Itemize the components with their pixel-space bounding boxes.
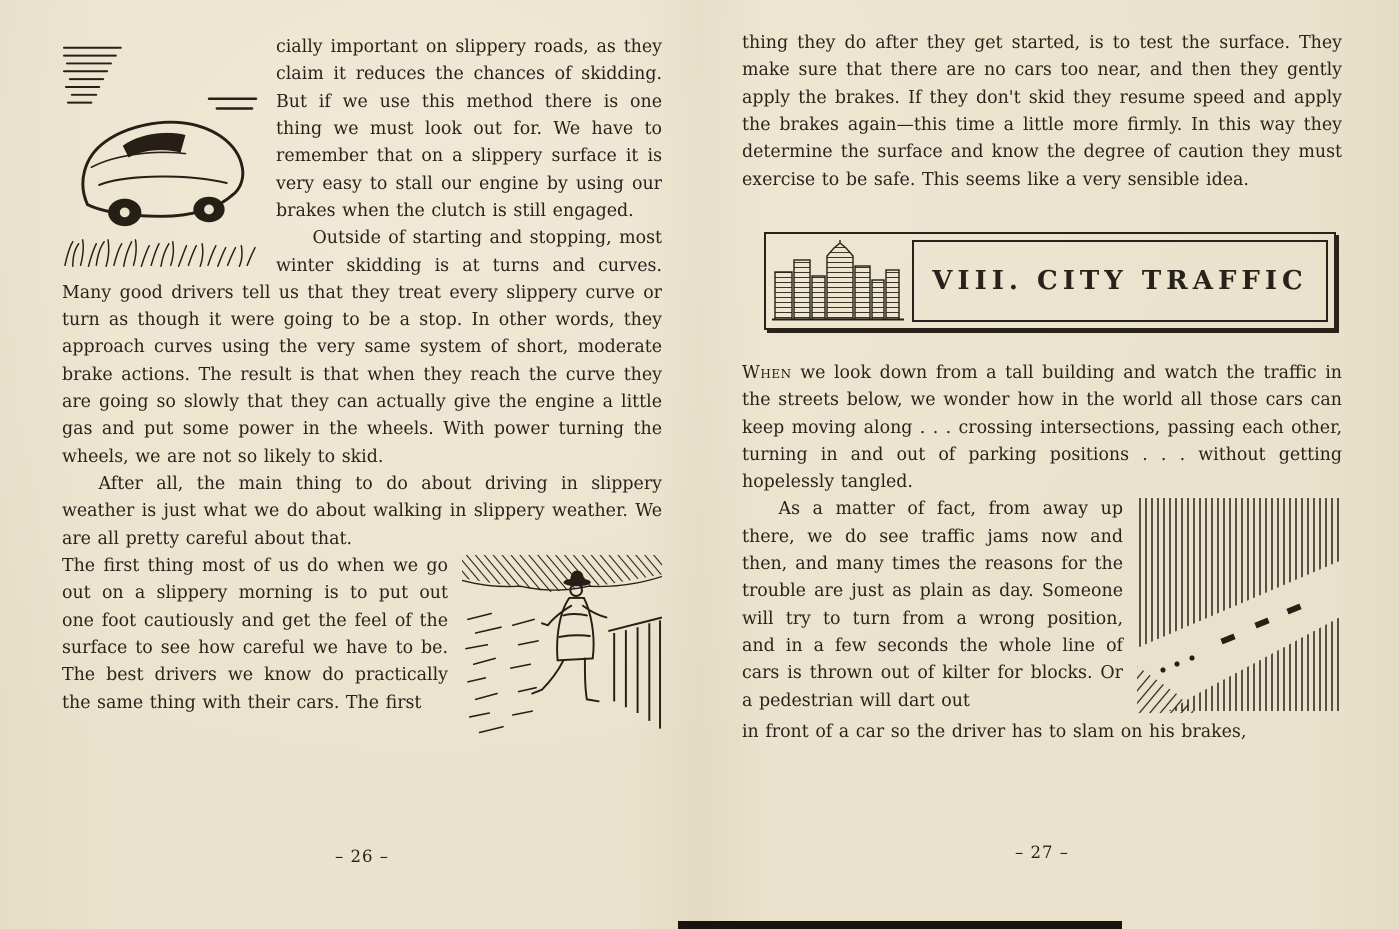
- paragraph-test-surface: thing they do after they get started, is to test the surface. They make sure that there are no cars too near, and then they gently apply the brakes. If they don't skid they resume speed and apply the brakes again—this time a little more firmly. In this way they determine the surface and know the degree of caution they must exercise to be safe. This seems like a very sensible idea.: [742, 33, 1342, 190]
- car-illustration-drawing: [62, 36, 258, 269]
- paragraph-first-thing: The first thing most of us do when we go out on a slippery morning is to put out one foot cautiously and get the feel of the surface to see how careful we have to be. The best drivers we know do practically the same thing with their cars. The first: [62, 555, 448, 713]
- pedestrian-illustration-drawing: [462, 555, 662, 742]
- paragraph-winter-skidding: Outside of starting and stopping, most winter skidding is at turns and curves. Many good drivers tell us that they treat every slippery curve or turn as though it were going to be a stop. In other words, they approach curves using the very same system of short, moderate brake actions. The result is that when they reach the curve they are going so slowly that they can actually give the engine a little gas and put some power in the wheels. With power turning the wheels, we are not so likely to skid.: [62, 228, 662, 467]
- page-27: [742, 30, 1342, 862]
- skyline-illustration-drawing: [772, 240, 904, 322]
- paragraph-slam-brakes: in front of a car so the driver has to slam on his brakes,: [742, 722, 1247, 743]
- paragraph-with-pedestrian-art: [62, 553, 662, 753]
- page-26-body: [62, 34, 662, 837]
- page-number-26: – 26 –: [335, 847, 389, 866]
- chapter-heading-box: [764, 232, 1336, 330]
- paragraph-traffic-jams: As a matter of fact, from away up there, we do see traffic jams now and then, and many times the reasons for the trouble are just as plain as day. Someone will try to turn from a wrong position, and in a few seconds the whole line of cars is thrown out of kilter for blocks. Or a pedestrian will dart out: [742, 499, 1123, 711]
- car-skidding-illustration: [62, 36, 258, 274]
- page-27-body: [742, 30, 1342, 833]
- intersection-illustration-drawing: [1137, 498, 1342, 713]
- paragraph-when-we-look-rest: we look down from a tall building and watch the traffic in the streets below, we wonder how in the world all those cars can keep moving along . . . crossing intersections, passing each other, turning in and out of parking positions . . . without getting hopelessly tangled.: [742, 362, 1342, 493]
- paragraph-with-intersection-art: [742, 496, 1342, 719]
- pedestrian-illustration: [462, 555, 662, 747]
- paragraph-when-we-look: [742, 360, 1342, 497]
- chapter-title: VIII. CITY TRAFFIC: [932, 265, 1308, 296]
- paragraph-continuation: cially important on slippery roads, as they claim it reduces the chances of skidding. But if we use this method there is one thing we must look out for. We have to remember that on a slippery surface it is very easy to stall our engine by using our brakes when the clutch is still engaged.: [276, 37, 662, 221]
- lead-word: When: [742, 362, 792, 383]
- city-skyline-illustration: [772, 240, 904, 322]
- paragraph-after-all: After all, the main thing to do about driving in slippery weather is just what we do about walking in slippery weather. We are all pretty careful about that.: [62, 474, 662, 549]
- page-26: [62, 34, 662, 866]
- chapter-title-frame: [912, 240, 1328, 322]
- page-number-27: – 27 –: [1015, 843, 1069, 862]
- intersection-illustration: [1137, 498, 1342, 713]
- scan-artifact-bar: [678, 921, 1122, 929]
